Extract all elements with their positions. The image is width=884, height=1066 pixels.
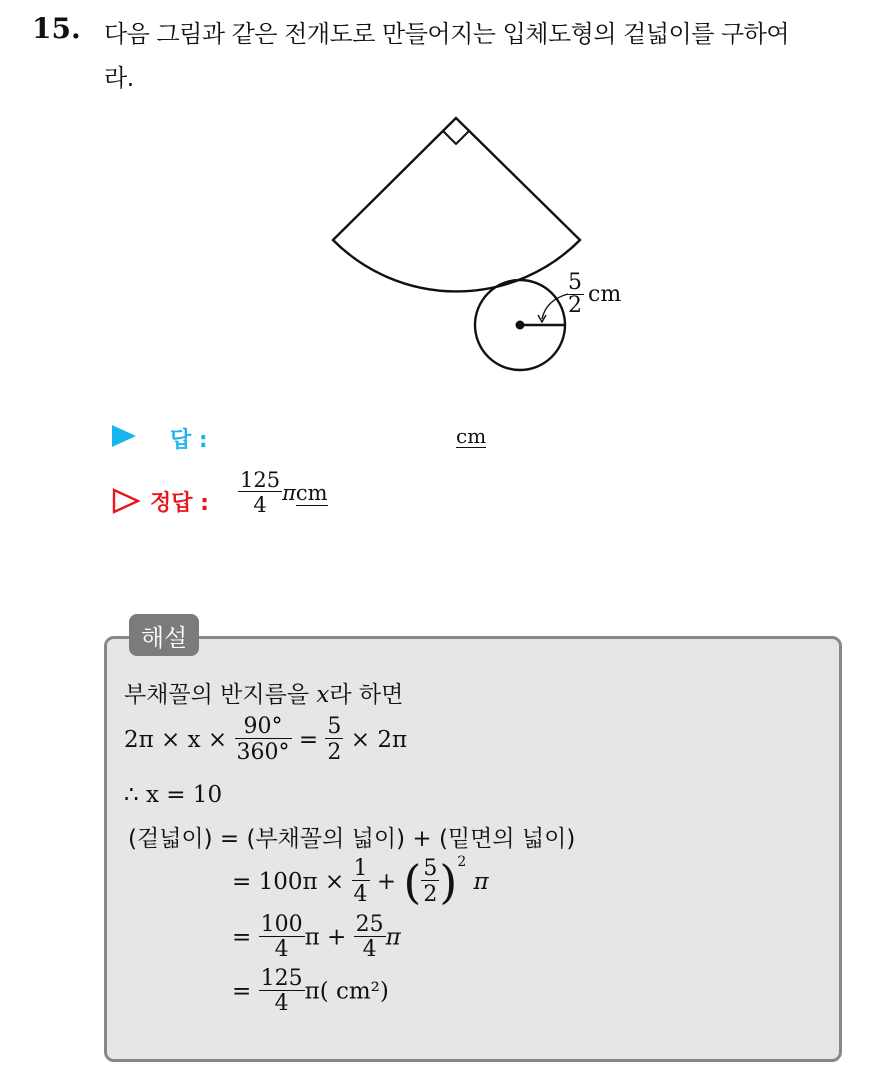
cone-net-figure <box>320 110 650 380</box>
explanation-line1: 부채꼴의 반지름을 x라 하면 <box>124 682 404 708</box>
question-text-line2: 라. <box>104 64 134 92</box>
answer-unit: cm <box>456 424 487 448</box>
explanation-eq6: = $\frac{125}{4}$ π( cm²) <box>232 966 389 1016</box>
answer-label: 답 : <box>170 428 208 453</box>
explanation-eq2: ∴ x = 10 <box>124 782 223 808</box>
explanation-eq3: (겉넓이) = (부채꼴의 넓이) + (밑면의 넓이) <box>128 826 576 852</box>
explanation-eq4: = 100π × $\frac{1}{4}$ + ( $\frac{5}{2}$ )$^2$ π <box>232 854 489 909</box>
question-text-line1: 다음 그림과 같은 전개도로 만들어지는 입체도형의 겉넓이를 구하여 <box>104 20 790 48</box>
right-angle-marker <box>443 131 469 144</box>
play-arrow-icon <box>112 425 136 447</box>
explanation-eq5: = $\frac{100}{4}$ π + $\frac{25}{4}$ π <box>232 912 401 962</box>
correct-answer-value: $\frac{125}{4}$ πcm <box>240 468 328 517</box>
question-number: 15. <box>32 12 81 45</box>
outline-arrow-icon <box>112 488 140 514</box>
correct-answer-label: 정답 : <box>150 491 209 516</box>
radius-label: $\frac{5}{2}$ cm <box>568 270 622 318</box>
explanation-eq1: 2π × x × $\frac{90^\circ}{360^\circ}$ = $\frac{5}{2}$ × 2π <box>124 714 408 765</box>
explanation-badge: 해설 <box>129 614 199 656</box>
